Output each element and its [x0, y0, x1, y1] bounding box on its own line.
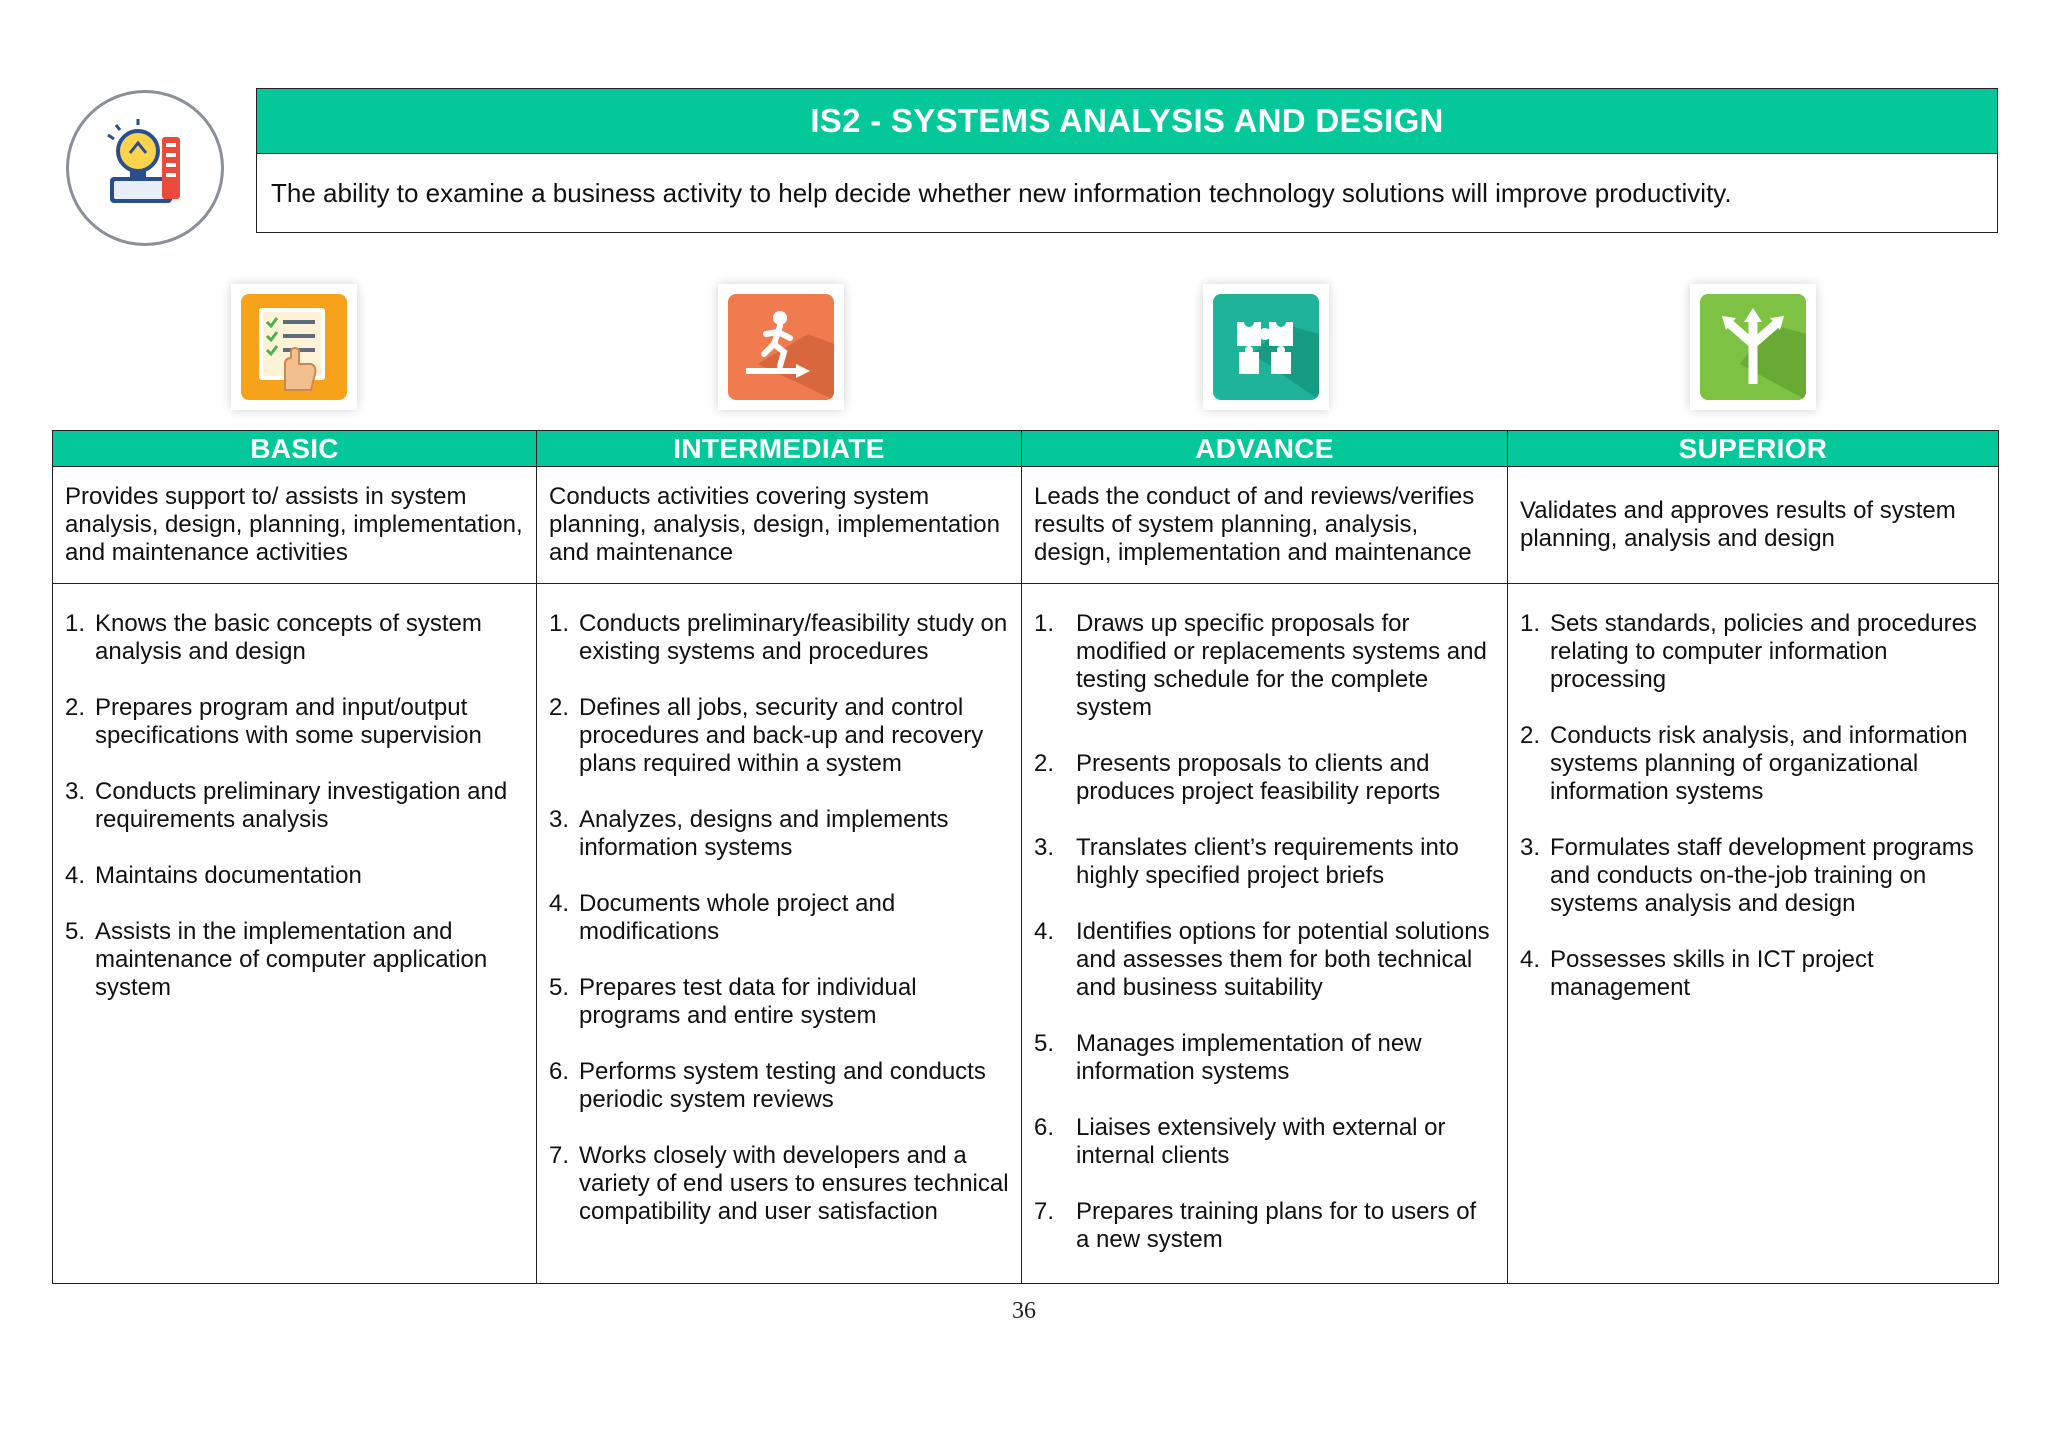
competency-description: The ability to examine a business activity to help decide whether new information technology solutions will improve productivity. [271, 178, 1732, 208]
level-header-intermediate: INTERMEDIATE [537, 431, 1022, 467]
level-summary-advance: Leads the conduct of and reviews/verifies results of system planning, analysis, design, implementation and maintenance [1022, 467, 1508, 584]
indicator-list [65, 610, 524, 1002]
item-text: Conducts risk analysis, and information systems planning of organizational information systems [1550, 722, 1968, 805]
item-text: Documents whole project and modifications [579, 890, 896, 945]
level-summary-intermediate: Conducts activities covering system planning, analysis, design, implementation and maintenance [537, 467, 1022, 584]
item-text: Conducts preliminary/feasibility study on existing systems and procedures [579, 610, 1008, 665]
item-text: Maintains documentation [95, 862, 362, 889]
item-text: Translates client’s requirements into highly specified project briefs [1076, 834, 1459, 889]
list-item [65, 862, 524, 890]
item-number: 2. [1520, 722, 1541, 749]
list-item [1520, 722, 1986, 806]
level-header-superior: SUPERIOR [1508, 431, 1999, 467]
indicators-basic [53, 584, 537, 1284]
item-number: 4. [1034, 918, 1055, 945]
level-header-basic: BASIC [53, 431, 537, 467]
item-text: Identifies options for potential solutions and assesses them for both technical and business suitability [1076, 918, 1490, 1001]
item-number: 6. [549, 1058, 570, 1085]
level-header-advance: ADVANCE [1022, 431, 1508, 467]
indicators-intermediate [537, 584, 1022, 1284]
item-number: 2. [1034, 750, 1055, 777]
crossroads-arrows-icon [1690, 284, 1816, 410]
indicator-list [1520, 610, 1986, 1002]
item-number: 4. [549, 890, 570, 917]
item-text: Formulates staff development programs and conducts on-the-job training on systems analysis and design [1550, 834, 1974, 917]
list-item [549, 974, 1009, 1030]
list-item [1034, 750, 1495, 806]
list-item [1520, 946, 1986, 1002]
list-item [1520, 834, 1986, 918]
item-text: Works closely with developers and a variety of end users to ensures technical compatibility and user satisfaction [579, 1142, 1009, 1225]
list-item [549, 806, 1009, 862]
indicator-list [549, 610, 1009, 1226]
item-number: 2. [65, 694, 86, 721]
list-item [65, 694, 524, 750]
list-item [1520, 610, 1986, 694]
item-number: 5. [1034, 1030, 1055, 1057]
list-item [549, 1142, 1009, 1226]
puzzle-people-icon [1203, 284, 1329, 410]
indicators-superior [1508, 584, 1999, 1284]
item-text: Knows the basic concepts of system analysis and design [95, 610, 482, 665]
item-text: Presents proposals to clients and produces project feasibility reports [1076, 750, 1441, 805]
competency-header [256, 88, 1998, 233]
page-number: 36 [1012, 1298, 1036, 1324]
list-item [549, 694, 1009, 778]
item-text: Analyzes, designs and implements information systems [579, 806, 949, 861]
item-number: 5. [549, 974, 570, 1001]
list-item [549, 610, 1009, 666]
item-text: Defines all jobs, security and control procedures and back-up and recovery plans required within a system [579, 694, 984, 777]
item-text: Performs system testing and conducts periodic system reviews [579, 1058, 986, 1113]
list-item [549, 890, 1009, 946]
list-item [549, 1058, 1009, 1114]
list-item [65, 918, 524, 1002]
item-number: 1. [1520, 610, 1541, 637]
item-text: Prepares training plans for to users of a new system [1076, 1198, 1477, 1253]
level-summary-basic: Provides support to/ assists in system analysis, design, planning, implementation, and maintenance activities [53, 467, 537, 584]
item-number: 1. [65, 610, 86, 637]
list-item [1034, 610, 1495, 722]
indicator-list [1034, 610, 1495, 1254]
list-item [65, 778, 524, 834]
item-text: Prepares program and input/output specifications with some supervision [95, 694, 482, 749]
item-number: 1. [1034, 610, 1055, 637]
item-text: Liaises extensively with external or internal clients [1076, 1114, 1446, 1169]
item-number: 3. [549, 806, 570, 833]
indicators-advance [1022, 584, 1508, 1284]
item-text: Sets standards, policies and procedures relating to computer information processing [1550, 610, 1977, 693]
list-item [1034, 1030, 1495, 1086]
item-number: 3. [1034, 834, 1055, 861]
item-number: 4. [65, 862, 86, 889]
indicators-row [53, 584, 1999, 1284]
item-number: 6. [1034, 1114, 1055, 1141]
checklist-hand-icon [231, 284, 357, 410]
item-number: 3. [1520, 834, 1541, 861]
item-text: Possesses skills in ICT project management [1550, 946, 1874, 1001]
competency-levels-table [52, 430, 1999, 1284]
list-item [1034, 1198, 1495, 1254]
lightbulb-book-icon [66, 90, 224, 246]
item-text: Conducts preliminary investigation and requirements analysis [95, 778, 508, 833]
item-text: Draws up specific proposals for modified or replacements systems and testing schedule for the complete system [1076, 610, 1487, 721]
item-number: 2. [549, 694, 570, 721]
list-item [1034, 834, 1495, 890]
item-number: 1. [549, 610, 570, 637]
list-item [1034, 918, 1495, 1002]
item-text: Assists in the implementation and maintenance of computer application system [95, 918, 488, 1001]
page-title: IS2 - SYSTEMS ANALYSIS AND DESIGN [257, 89, 1997, 154]
item-number: 5. [65, 918, 86, 945]
list-item [65, 610, 524, 666]
summary-row [53, 467, 1999, 584]
level-summary-superior: Validates and approves results of system planning, analysis and design [1508, 467, 1999, 584]
list-item [1034, 1114, 1495, 1170]
item-number: 4. [1520, 946, 1541, 973]
item-text: Manages implementation of new information systems [1076, 1030, 1422, 1085]
item-text: Prepares test data for individual programs and entire system [579, 974, 917, 1029]
item-number: 7. [549, 1142, 570, 1169]
item-number: 3. [65, 778, 86, 805]
running-person-stairs-icon [718, 284, 844, 410]
item-number: 7. [1034, 1198, 1055, 1225]
table-header-row [53, 431, 1999, 467]
